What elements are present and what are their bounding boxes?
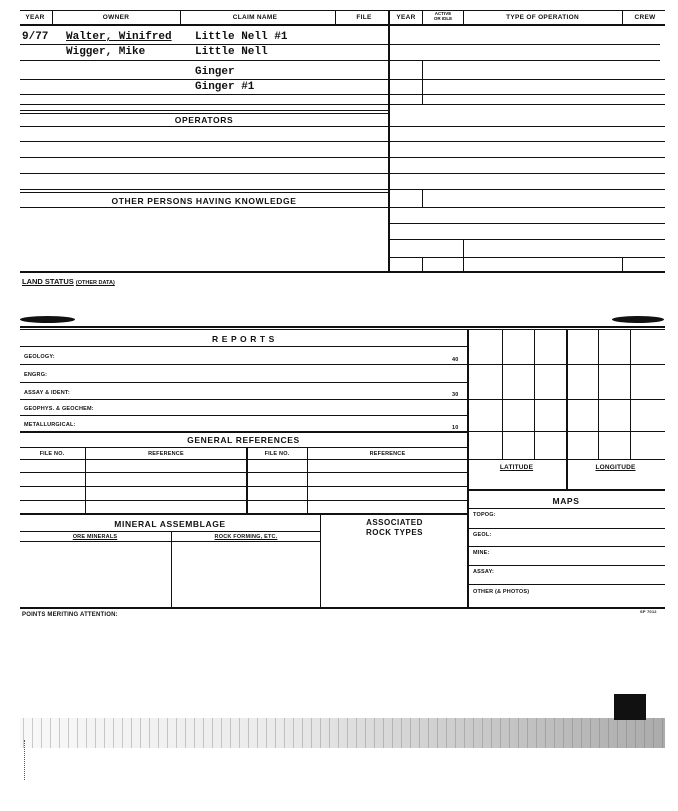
black-registration-mark	[614, 694, 646, 720]
maps-title: MAPS	[552, 496, 580, 506]
header-type-of-operation: TYPE OF OPERATION	[506, 14, 579, 21]
gr-file-no-1: FILE NO.	[39, 451, 65, 457]
general-references-title: GENERAL REFERENCES	[187, 435, 300, 445]
header-active-line2: OR IDLE	[433, 16, 453, 21]
ink-smudge-right	[612, 316, 664, 323]
mineral-assemblage-title: MINERAL ASSEMBLAGE	[114, 519, 226, 529]
longitude-label: LONGITUDE	[595, 464, 636, 471]
land-status-title: LAND STATUS	[22, 277, 74, 286]
form-code: SP 7012	[640, 609, 657, 614]
header-active-or-idle	[424, 11, 462, 21]
gr-reference-1: REFERENCE	[148, 451, 184, 457]
row2-claim: Little Nell	[195, 46, 268, 58]
maps-assay: ASSAY:	[473, 569, 495, 575]
report-engrg: ENGRG:	[24, 372, 48, 378]
row1-claim: Little Nell #1	[195, 31, 288, 43]
header-year: YEAR	[25, 14, 45, 21]
land-status-sub: (OTHER DATA)	[75, 280, 115, 286]
header-file: FILE	[356, 14, 372, 21]
maps-mine: MINE:	[473, 550, 490, 556]
ink-smudge-left	[20, 316, 75, 323]
reports-title: R E P O R T S	[212, 334, 275, 344]
gr-file-no-2: FILE NO.	[264, 451, 290, 457]
header-claim-name: CLAIM NAME	[232, 14, 278, 21]
maps-topog: TOPOG:	[473, 512, 496, 518]
points-meriting-attention-label: POINTS MERITING ATTENTION:	[22, 612, 118, 618]
header-year-2: YEAR	[396, 14, 416, 21]
header-owner: OWNER	[102, 14, 130, 21]
row2-owner: Wigger, Mike	[66, 46, 146, 58]
report-geophys: GEOPHYS. & GEOCHEM:	[24, 406, 94, 412]
scan-edge-mark	[24, 740, 25, 780]
maps-geol: GEOL:	[473, 532, 492, 538]
gr-reference-2: REFERENCE	[369, 451, 406, 457]
row1-year: 9/77	[22, 31, 49, 43]
report-metallurgical-num: 10	[452, 425, 459, 431]
ore-minerals-label: ORE MINERALS	[72, 534, 118, 540]
maps-other: OTHER (& PHOTOS)	[473, 589, 530, 595]
report-assay: ASSAY & IDENT:	[24, 390, 70, 396]
scan-noise-band	[20, 718, 665, 748]
operators-label: OPERATORS	[174, 115, 234, 125]
associated-line1: ASSOCIATED	[366, 518, 423, 527]
land-status-label	[22, 277, 115, 286]
report-metallurgical: METALLURGICAL:	[24, 422, 76, 428]
header-active-line1: ACTIVE	[434, 11, 452, 16]
row4-claim: Ginger #1	[195, 81, 255, 93]
row3-claim: Ginger	[195, 66, 235, 78]
report-geology: GEOLOGY:	[24, 354, 55, 360]
report-assay-num: 30	[452, 392, 459, 398]
associated-rock-types	[322, 518, 467, 538]
row1-owner: Walter, Winifred	[66, 31, 172, 43]
header-crew: CREW	[634, 14, 656, 21]
latitude-label: LATITUDE	[499, 464, 534, 471]
associated-line2: ROCK TYPES	[365, 528, 423, 537]
rock-forming-label: ROCK FORMING, ETC.	[214, 534, 278, 540]
report-geology-num: 40	[452, 357, 459, 363]
other-persons-label: OTHER PERSONS HAVING KNOWLEDGE	[111, 196, 297, 206]
